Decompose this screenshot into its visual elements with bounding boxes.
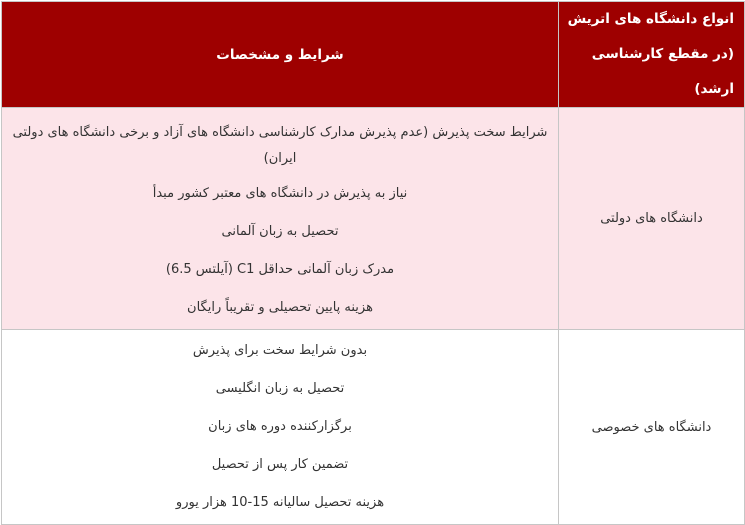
universities-table	[1, 1, 745, 525]
table-header-row	[2, 2, 745, 108]
condition-line: تحصیل به زبان انگلیسی	[215, 381, 345, 396]
header-university-types	[559, 2, 745, 108]
condition-line: تحصیل به زبان آلمانی	[221, 223, 339, 239]
cell-private-university-conditions	[2, 330, 559, 525]
cell-public-university-type: دانشگاه های دولتی	[559, 108, 745, 330]
table-row-private-universities	[2, 330, 745, 525]
cell-public-university-conditions	[2, 108, 559, 330]
condition-line: بدون شرایط سخت برای پذیرش	[192, 343, 368, 358]
condition-line: شرایط سخت پذیرش (عدم پذیرش مدارک کارشناسی دانشگاه های آزاد و برخی دانشگاه های دولتی ایران)	[12, 124, 548, 166]
cell-private-university-type: دانشگاه های خصوصی	[559, 330, 745, 525]
condition-line: نیاز به پذیرش در دانشگاه های معتبر کشور مبدأ	[152, 185, 408, 201]
header-conditions: شرایط و مشخصات	[2, 2, 559, 108]
condition-line: هزینه پایین تحصیلی و تقریباً رایگان	[187, 299, 373, 315]
condition-line: تضمین کار پس از تحصیل	[211, 457, 349, 472]
condition-line: مدرک زبان آلمانی حداقل C1 (آیلتس 6.5)	[165, 261, 395, 277]
table-row-public-universities	[2, 108, 745, 330]
header-type-line1: انواع دانشگاه های اتریش	[567, 11, 734, 27]
header-type-line2: (در مقطع کارشناسی ارشد)	[591, 46, 734, 97]
condition-line: هزینه تحصیل سالیانه 15-10 هزار یورو	[175, 495, 385, 510]
condition-line: برگزارکننده دوره های زبان	[208, 419, 352, 434]
